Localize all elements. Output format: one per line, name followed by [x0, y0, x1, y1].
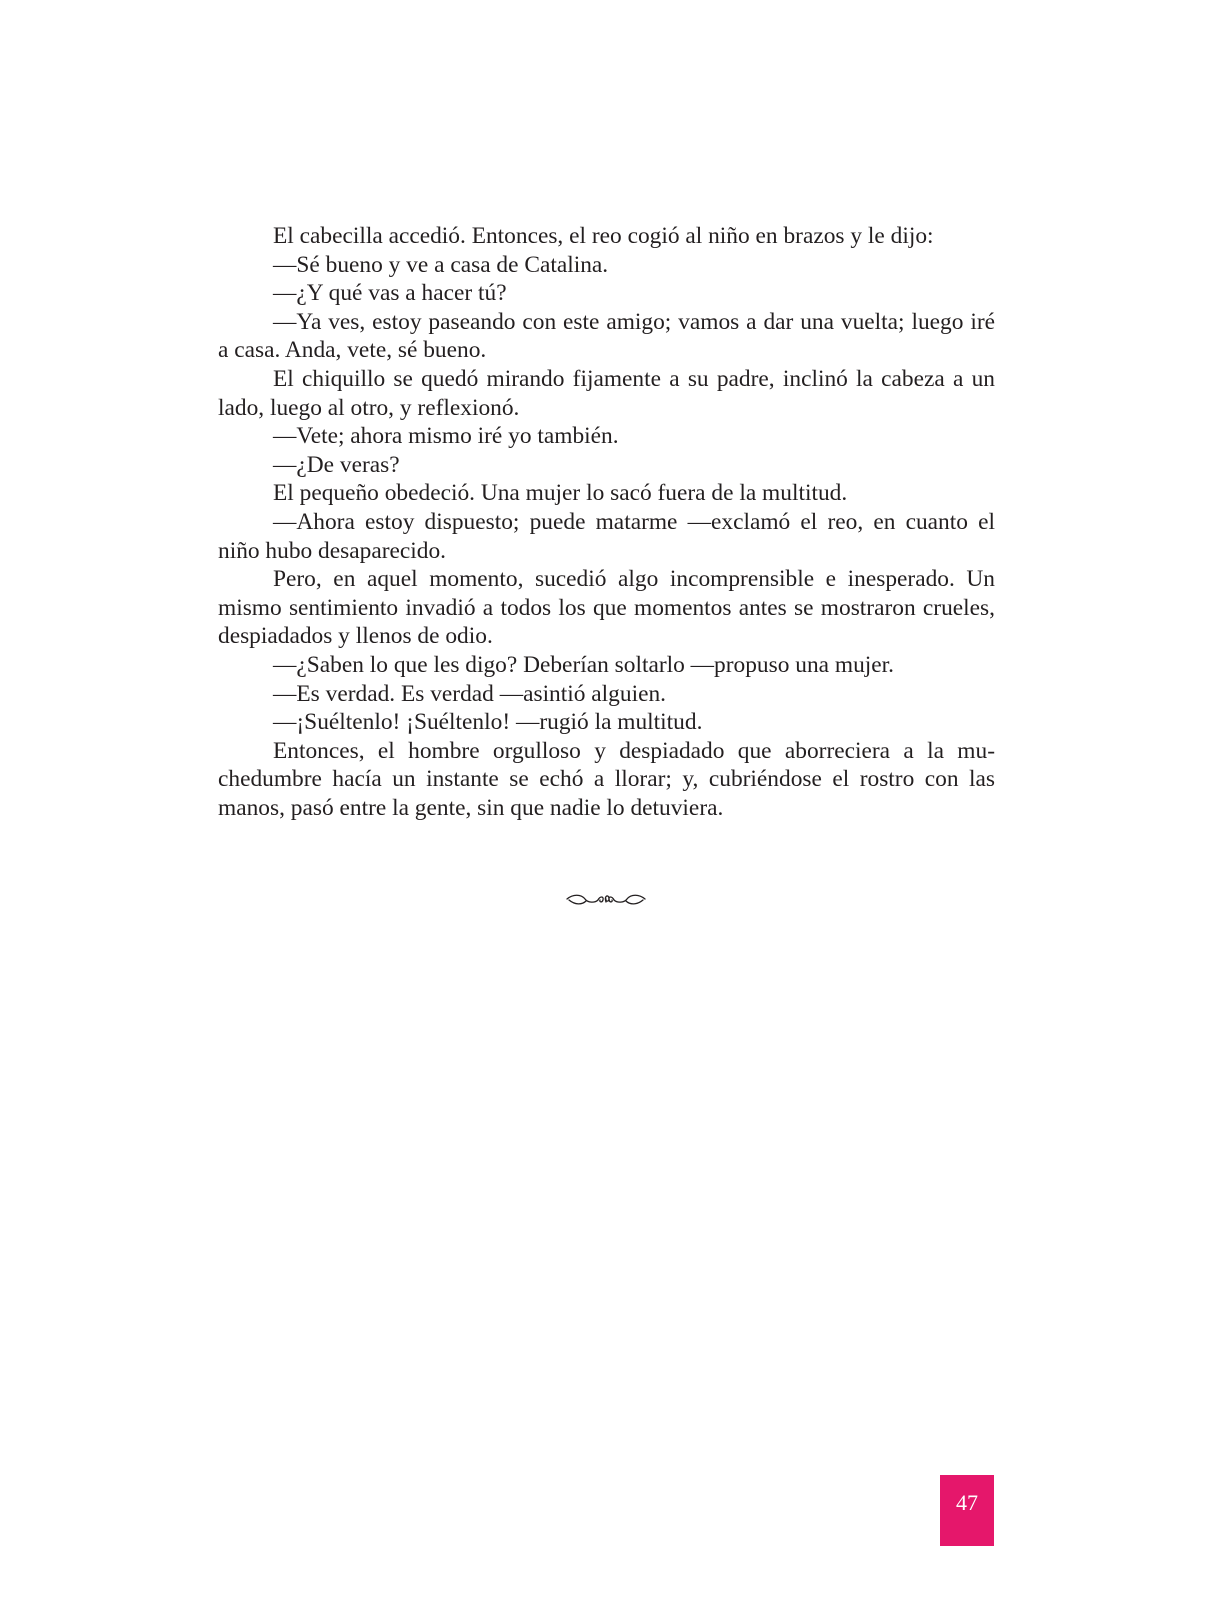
flourish-divider-icon	[565, 890, 647, 910]
paragraph-6: —Vete; ahora mismo iré yo también.	[273, 423, 619, 450]
paragraph-3: —¿Y qué vas a hacer tú?	[273, 280, 507, 307]
paragraph-8: El pequeño obedeció. Una mujer lo sacó fuera de la multitud.	[273, 480, 848, 507]
paragraph-2: —Sé bueno y ve a casa de Catalina.	[273, 251, 609, 278]
paragraph-14: Entonces, el hombre orgulloso y despiadado que aborreciera a la muchedumbre hacía un instante se echó a llorar; y, cubriéndose el rostro con las manos, pasó entre la gente, sin que nadie lo detuviera.	[218, 737, 995, 821]
paragraph-4: —Ya ves, estoy paseando con este amigo; vamos a dar una vuelta; luego iré a casa. Anda, vete, sé bueno.	[218, 308, 995, 364]
paragraph-10: Pero, en aquel momento, sucedió algo incomprensible e inesperado. Un mismo sentimiento invadió a todos los que momentos antes se mostraron crueles, despiadados y llenos de odio.	[218, 566, 995, 650]
paragraph-1: El cabecilla accedió. Entonces, el reo cogió al niño en brazos y le dijo:	[273, 223, 934, 249]
page-number-box	[940, 1475, 994, 1546]
page-number: 47	[956, 1490, 978, 1515]
paragraph-11: —¿Saben lo que les digo? Deberían soltarlo —propuso una mujer.	[273, 651, 895, 678]
paragraph-13: —¡Suéltenlo! ¡Suéltenlo! —rugió la multitud.	[273, 709, 703, 736]
story-text	[218, 222, 995, 822]
paragraph-9: —Ahora estoy dispuesto; puede matarme —exclamó el reo, en cuanto el niño hubo desaparecido.	[218, 508, 995, 564]
paragraph-12: —Es verdad. Es verdad —asintió alguien.	[273, 680, 666, 707]
paragraph-5: El chiquillo se quedó mirando fijamente a su padre, inclinó la cabeza a un lado, luego al otro, y reflexionó.	[218, 365, 995, 421]
paragraph-7: —¿De veras?	[273, 451, 400, 478]
